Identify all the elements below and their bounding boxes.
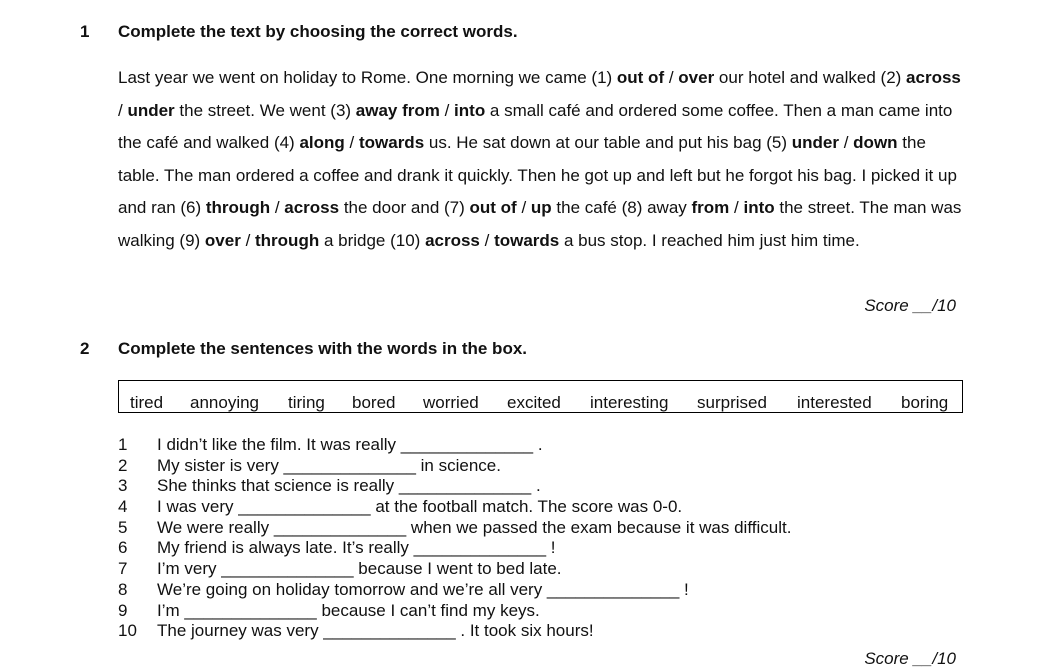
sentence-number: 3 [118,476,128,496]
exercise-2-heading: Complete the sentences with the words in the box. [118,339,528,358]
sentence-number: 10 [118,621,137,641]
sentence-number: 5 [118,517,128,537]
sentence-text: The journey was very ______________ . It took six hours! [157,621,594,641]
sentence-number: 6 [118,538,128,558]
text-segment: / [839,133,854,153]
option-word: out of [469,198,517,218]
option-word: over [204,230,241,250]
sentence-text: I’m ______________ because I can’t find my keys. [157,600,540,620]
exercise-1-heading: Complete the text by choosing the correct words. [118,22,518,41]
option-word: up [530,198,552,218]
sentence-number: 7 [118,559,128,579]
word-box-item: bored [352,393,396,412]
option-word: across [425,230,480,250]
option-word: out of [616,68,665,87]
exercise-2-score: Score __/10 [864,649,956,668]
sentence-number: 4 [118,497,128,517]
sentence-text: I was very ______________ at the football match. The score was 0-0. [157,497,683,517]
option-word: towards [494,230,560,250]
option-word: over [678,68,715,87]
exercise-1-score: Score __/10 [864,296,956,315]
text-segment: / [344,133,359,153]
sentence-text: She thinks that science is really ______________ . [157,476,541,496]
exercise-1-text [118,62,968,258]
sentence-number: 1 [118,435,128,454]
option-word: through [205,198,271,218]
option-word: under [791,133,839,153]
word-box-item: interesting [590,393,669,412]
word-box-item: interested [797,393,872,412]
sentence-text: We were really ______________ when we passed the exam because it was difficult. [157,517,792,537]
word-box-item: tiring [288,393,325,412]
text-segment: / [479,230,495,250]
word-box-item: excited [507,393,561,412]
text-segment: a bus stop. I reached him just him time. [559,230,860,250]
option-word: towards [358,133,425,153]
text-segment: / [439,100,455,120]
word-box-item: tired [130,393,164,412]
option-word: down [853,133,898,153]
option-word: into [743,198,775,218]
option-word: across [284,198,340,218]
option-word: into [454,100,486,120]
word-box-item: boring [901,393,949,412]
text-segment: our hotel and walked (2) [714,68,907,87]
sentence-text: My friend is always late. It’s really ______________ ! [157,538,556,558]
text-segment: / [240,230,256,250]
option-word: through [255,230,320,250]
word-box-item: worried [423,393,479,412]
text-segment: the street. The man was walking (9) [118,198,962,250]
text-segment: / [729,198,744,218]
text-segment: the café (8) away [551,198,692,218]
sentence-text: We’re going on holiday tomorrow and we’re all very ______________ ! [157,579,689,599]
text-segment: the table. The man ordered a coffee and drank it quickly. Then he got up and left but he forgot his bag. I picked it up and ran (6) [118,133,957,218]
sentence-number: 8 [118,579,128,599]
text-segment: the door and (7) [339,198,470,218]
word-box-item: surprised [697,393,767,412]
text-segment: a bridge (10) [319,230,426,250]
text-segment: / [270,198,285,218]
sentence-number: 9 [118,600,128,620]
sentence-text: My sister is very ______________ in science. [157,455,501,475]
sentence-number: 2 [118,455,128,475]
text-segment: / [516,198,531,218]
sentence-text: I’m very ______________ because I went to bed late. [157,559,562,579]
option-word: along [299,133,345,153]
option-word: across [906,68,961,87]
option-word: under [127,100,175,120]
text-segment: us. He sat down at our table and put his bag (5) [424,133,792,153]
option-word: away from [355,100,440,120]
exercise-2-number: 2 [80,339,90,358]
text-segment: / [664,68,679,87]
text-segment: a small café and ordered some coffee. Then a man came into the café and walked (4) [118,100,953,153]
word-box-item: annoying [190,393,260,412]
word-box [118,380,963,413]
text-segment: the street. We went (3) [174,100,356,120]
exercise-1-number: 1 [80,22,90,41]
sentence-text: I didn’t like the film. It was really ______________ . [157,435,543,454]
text-segment: / [118,100,128,120]
option-word: from [691,198,730,218]
text-segment: Last year we went on holiday to Rome. One morning we came (1) [118,68,617,87]
